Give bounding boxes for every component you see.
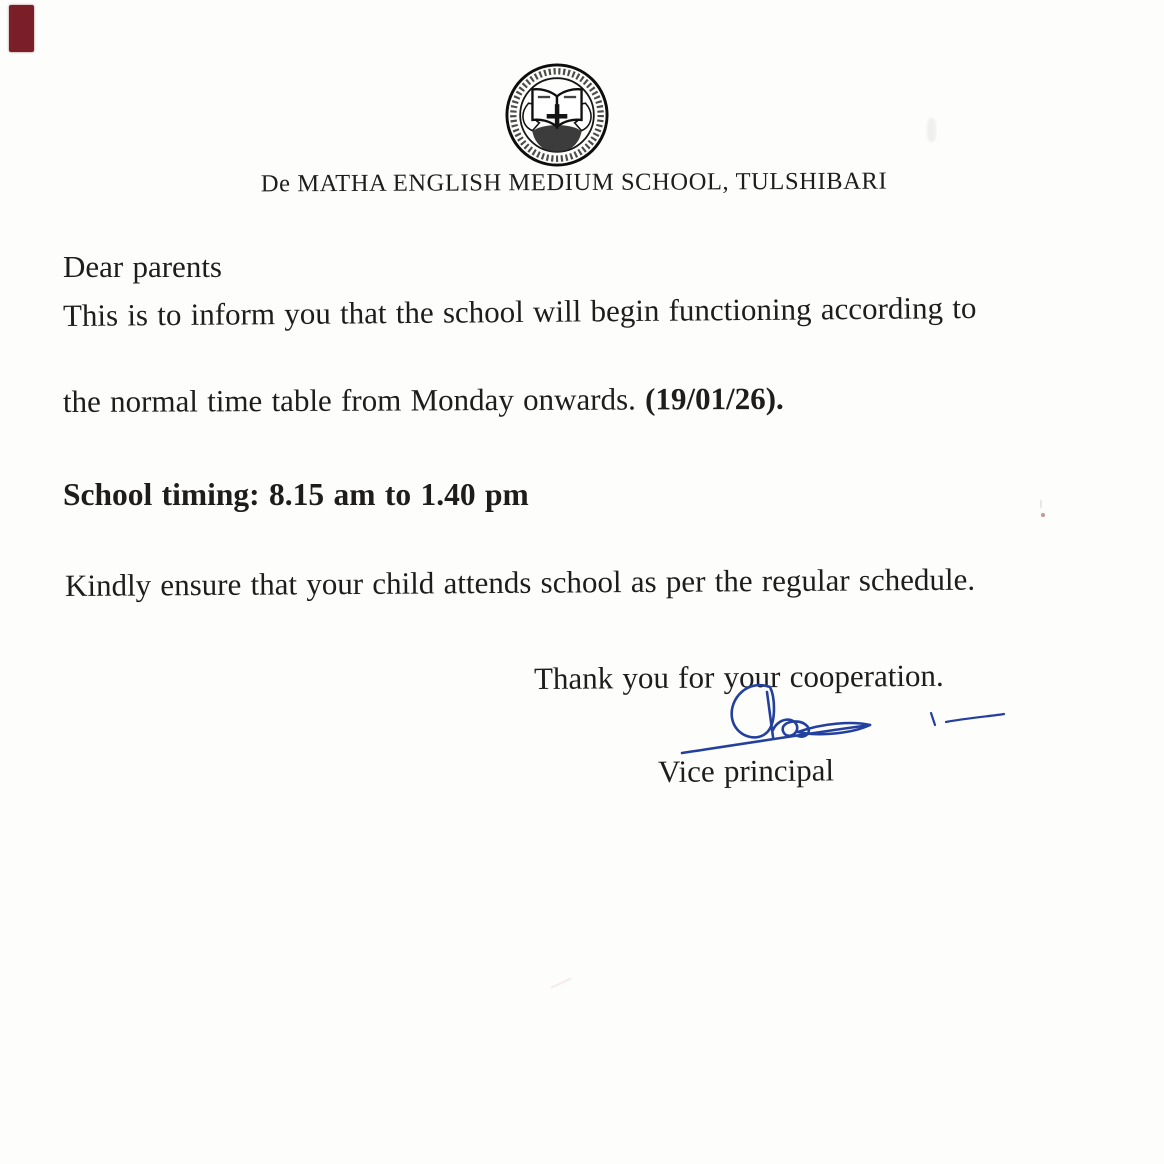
body-line-2	[63, 381, 784, 420]
signature-trailing-line	[946, 714, 1004, 722]
page-text-right	[564, 96, 576, 98]
closing-line: Thank you for your cooperation.	[533, 657, 944, 696]
salutation: Dear parents	[63, 249, 222, 284]
school-logo-emblem	[503, 61, 611, 169]
scan-speck	[1041, 513, 1045, 517]
signature-title: Vice principal	[657, 752, 835, 789]
red-corner-mark	[9, 5, 34, 52]
signature-underline	[682, 725, 870, 753]
date-value: (19/01/26).	[645, 380, 784, 417]
scan-smudge	[551, 978, 577, 1001]
body-line-1: This is to inform you that the school will begin functioning according to	[62, 290, 977, 333]
body-line-2-text: the normal time table from Monday onwards.	[62, 381, 646, 419]
school-timing-line: School timing: 8.15 am to 1.40 pm	[63, 477, 529, 512]
page-text-left	[538, 96, 550, 98]
school-name-header: De MATHA ENGLISH MEDIUM SCHOOL, TULSHIBARI	[260, 167, 888, 198]
scan-smudge	[927, 118, 936, 142]
body-line-3: Kindly ensure that your child attends school as per the regular schedule.	[64, 561, 976, 603]
school-emblem-icon	[503, 61, 611, 169]
cross-icon-arm	[547, 114, 568, 119]
signature-tick	[931, 713, 935, 725]
scan-smudge	[1040, 500, 1042, 508]
